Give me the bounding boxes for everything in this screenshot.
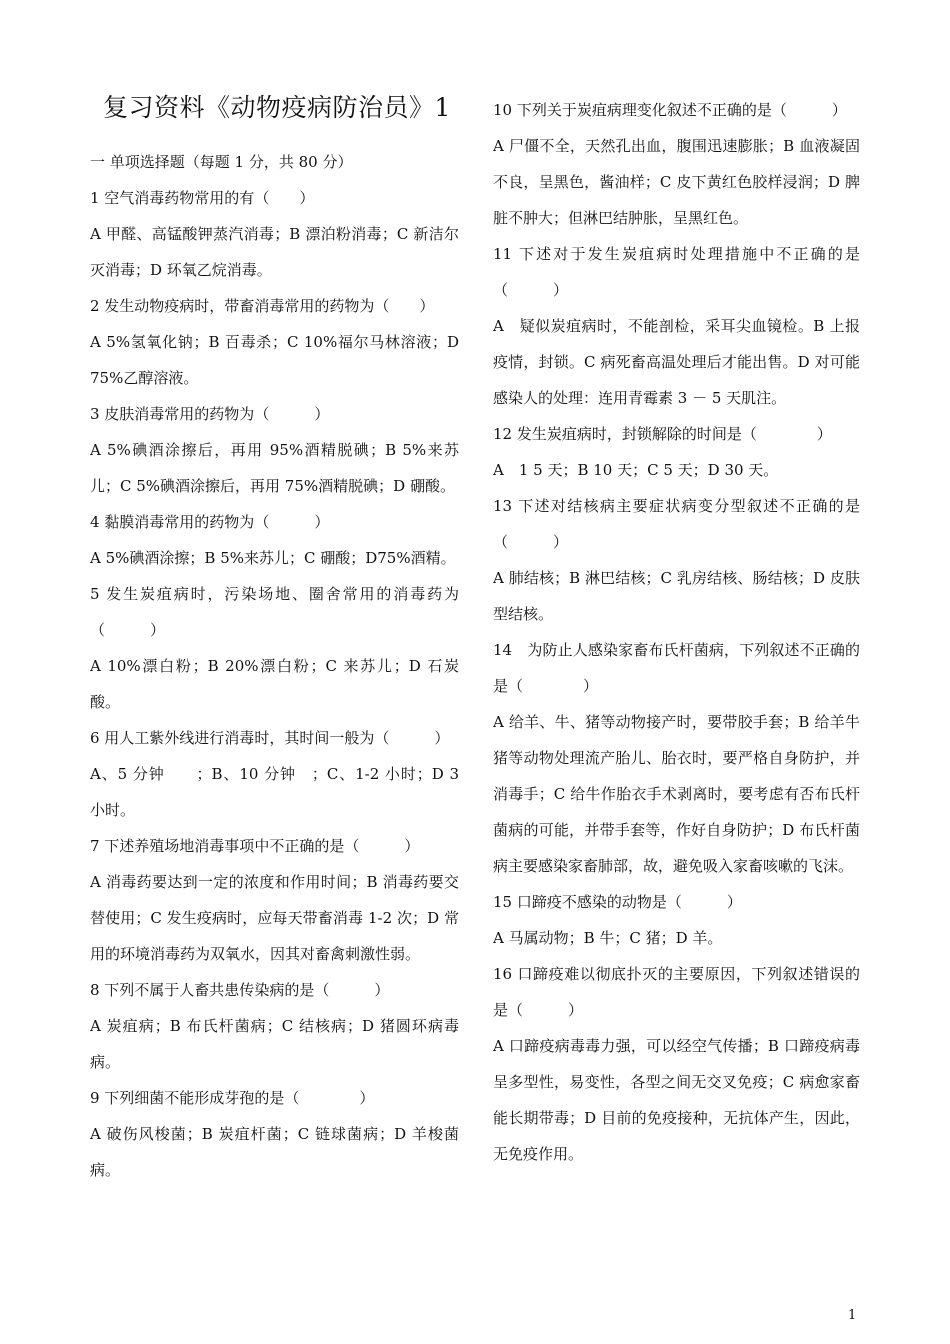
options-7: A 消毒药要达到一定的浓度和作用时间；B 消毒药要交替使用；C 发生疫病时，应每天带畜消毒 1-2 次；D 常用的环境消毒药为双氧水，因其对畜禽刺激性弱。 [90, 873, 459, 963]
question-9: 9 下列细菌不能形成芽孢的是（ ） [90, 1089, 375, 1107]
options-14: A 给羊、牛、猪等动物接产时，要带胶手套；B 给羊牛猪等动物处理流产胎儿、胎衣时，要严格自身防护，并消毒手；C 给牛作胎衣手术剥离时，要考虑有否布氏杆菌病的可能，并带手套等，作好自身防护；D 布氏杆菌病主要感染家畜肺部，故，避免吸入家畜咳嗽的飞沫。 [493, 713, 861, 875]
question-5: 5 发生炭疽病时，污染场地、圈舍常用的消毒药为（ ） [90, 585, 459, 639]
options-16: A 口蹄疫病毒毒力强，可以经空气传播；B 口蹄疫病毒呈多型性，易变性，各型之间无交叉免疫；C 病愈家畜能长期带毒；D 目前的免疫接种，无抗体产生，因此，无免疫作用。 [493, 1037, 860, 1163]
question-2: 2 发生动物疫病时，带畜消毒常用的药物为（ ） [90, 297, 435, 315]
question-7: 7 下述养殖场地消毒事项中不正确的是（ ） [90, 837, 420, 855]
right-column [493, 92, 860, 1172]
page-number: 1 [848, 1308, 857, 1323]
options-2: A 5%氢氧化钠；B 百毒杀；C 10%福尔马林溶液；D 75%乙醇溶液。 [90, 333, 459, 387]
question-8: 8 下列不属于人畜共患传染病的是（ ） [90, 981, 390, 999]
question-15: 15 口蹄疫不感染的动物是（ ） [493, 893, 742, 911]
options-3: A 5%碘酒涂擦后，再用 95%酒精脱碘；B 5%来苏儿；C 5%碘酒涂擦后，再用 75%酒精脱碘；D 硼酸。 [90, 441, 459, 495]
options-9: A 破伤风梭菌；B 炭疽杆菌；C 链球菌病；D 羊梭菌病。 [90, 1125, 459, 1179]
question-16: 16 口蹄疫难以彻底扑灭的主要原因，下列叙述错误的是（ ） [493, 965, 860, 1019]
options-11: A 疑似炭疽病时，不能剖检，采耳尖血镜检。B 上报疫情，封锁。C 病死畜高温处理后才能出售。D 对可能感染人的处理：连用青霉素 3 － 5 天肌注。 [493, 317, 860, 407]
question-6: 6 用人工紫外线进行消毒时，其时间一般为（ ） [90, 729, 450, 747]
question-14: 14 为防止人感染家畜布氏杆菌病，下列叙述不正确的是（ ） [493, 641, 860, 695]
options-1: A 甲醛、高锰酸钾蒸汽消毒；B 漂泊粉消毒；C 新洁尔灭消毒；D 环氧乙烷消毒。 [90, 225, 459, 279]
left-column [90, 144, 459, 1188]
options-10: A 尸僵不全，天然孔出血，腹围迅速膨胀；B 血液凝固不良，呈黑色，酱油样；C 皮下黄红色胶样浸润；D 脾脏不肿大；但淋巴结肿胀，呈黑红色。 [493, 137, 860, 227]
options-15: A 马属动物；B 牛；C 猪；D 羊。 [493, 929, 723, 947]
options-13: A 肺结核；B 淋巴结核；C 乳房结核、肠结核；D 皮肤型结核。 [493, 569, 860, 623]
options-6: A、5 分钟 ；B、10 分钟 ；C、1-2 小时；D 3 小时。 [90, 765, 459, 819]
question-4: 4 黏膜消毒常用的药物为（ ） [90, 513, 330, 531]
section-heading: 一 单项选择题（每题 1 分，共 80 分） [90, 153, 353, 171]
question-12: 12 发生炭疽病时，封锁解除的时间是（ ） [493, 425, 832, 443]
options-8: A 炭疽病；B 布氏杆菌病；C 结核病；D 猪圆环病毒病。 [90, 1017, 459, 1071]
options-5: A 10%漂白粉；B 20%漂白粉；C 来苏儿；D 石炭酸。 [90, 657, 459, 711]
page-title: 复习资料《动物疫病防治员》1 [103, 93, 451, 122]
options-4: A 5%碘酒涂擦；B 5%来苏儿；C 硼酸；D75%酒精。 [90, 549, 456, 567]
options-12: A 1 5 天；B 10 天；C 5 天；D 30 天。 [493, 461, 779, 479]
question-11: 11 下述对于发生炭疽病时处理措施中不正确的是（ ） [493, 245, 860, 299]
question-10: 10 下列关于炭疽病理变化叙述不正确的是（ ） [493, 101, 847, 119]
question-13: 13 下述对结核病主要症状病变分型叙述不正确的是（ ） [493, 497, 860, 551]
question-3: 3 皮肤消毒常用的药物为（ ） [90, 405, 330, 423]
question-1: 1 空气消毒药物常用的有（ ） [90, 189, 315, 207]
